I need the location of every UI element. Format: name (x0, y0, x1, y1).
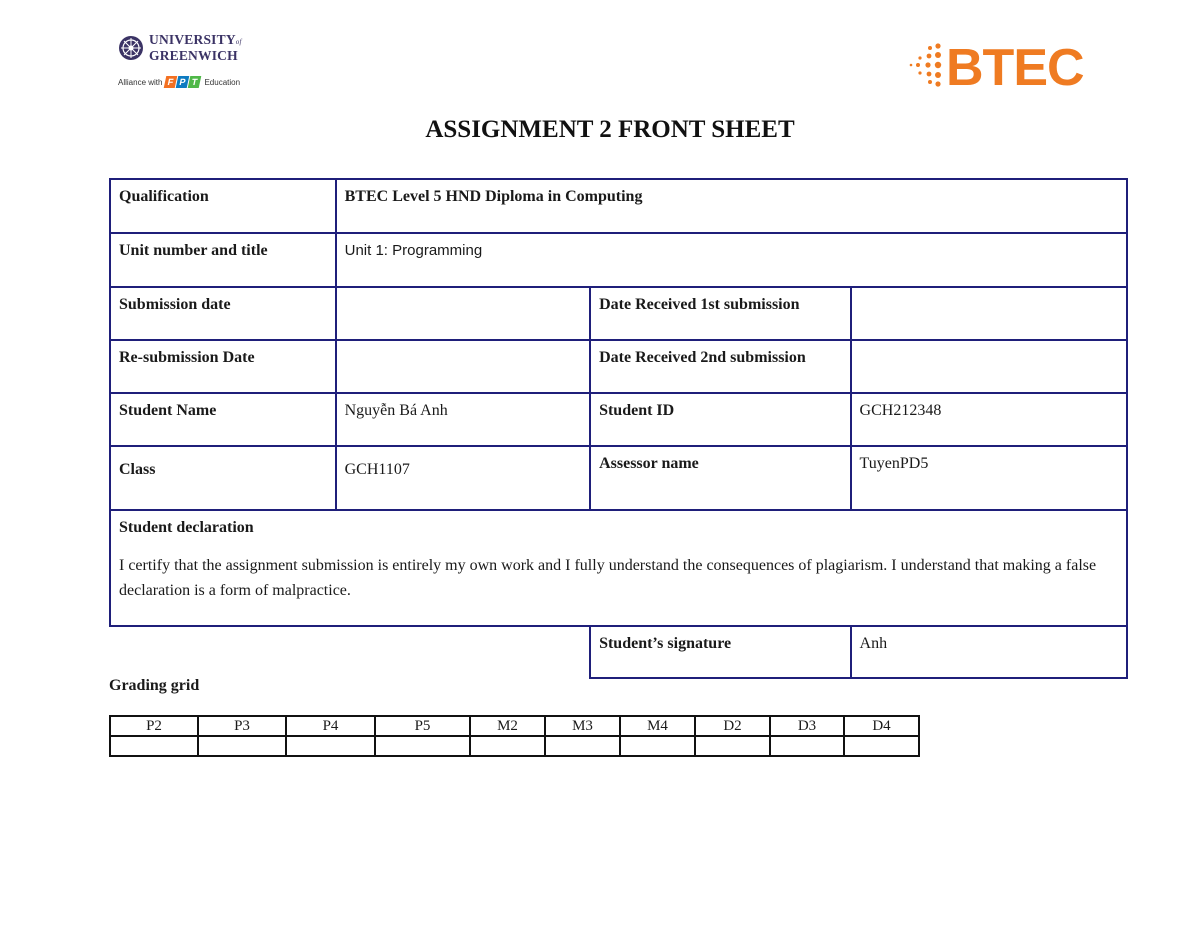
grade-cell (286, 736, 375, 756)
alliance-prefix: Alliance with (118, 77, 163, 87)
grade-criterion: P2 (110, 716, 198, 736)
resubmission-date-label: Re-submission Date (110, 340, 336, 393)
grade-criterion: D2 (695, 716, 770, 736)
fpt-letter-f: F (164, 76, 178, 88)
grade-cell (770, 736, 844, 756)
grade-cell (695, 736, 770, 756)
university-line-2: GREENWICH (149, 48, 238, 63)
assessor-label: Assessor name (590, 446, 850, 510)
grade-cell (545, 736, 620, 756)
grade-cell (375, 736, 470, 756)
unit-row (110, 233, 1127, 287)
grading-header-row (110, 716, 919, 736)
unit-value: Unit 1: Programming (336, 233, 1127, 287)
alliance-suffix: Education (204, 77, 241, 87)
grade-cell (110, 736, 198, 756)
date-received-1-label: Date Received 1st submission (590, 287, 850, 340)
fpt-alliance (118, 76, 248, 88)
grading-value-row (110, 736, 919, 756)
date-received-2-value (851, 340, 1127, 393)
btec-wordmark: BTEC (946, 39, 1084, 97)
submission-date-label: Submission date (110, 287, 336, 340)
student-id-value: GCH212348 (851, 393, 1127, 446)
signature-spacer (110, 626, 590, 678)
resubmission-date-value (336, 340, 590, 393)
grade-criterion: D4 (844, 716, 919, 736)
student-name-label: Student Name (110, 393, 336, 446)
university-crest-icon (118, 35, 144, 61)
class-row (110, 446, 1127, 510)
qualification-label: Qualification (110, 179, 336, 233)
grading-grid (109, 715, 920, 757)
unit-label: Unit number and title (110, 233, 336, 287)
signature-row (110, 626, 1127, 678)
date-received-2-label: Date Received 2nd submission (590, 340, 850, 393)
grade-criterion: P5 (375, 716, 470, 736)
student-name-value: Nguyễn Bá Anh (336, 393, 590, 446)
class-value: GCH1107 (336, 446, 590, 510)
declaration-label: Student declaration (119, 519, 254, 536)
fpt-logo (165, 76, 201, 88)
btec-logo (908, 38, 1098, 98)
date-received-1-value (851, 287, 1127, 340)
resubmission-row (110, 340, 1127, 393)
front-sheet-table (109, 178, 1128, 679)
university-name (149, 33, 242, 62)
uog-logo-row (118, 33, 248, 62)
submission-date-value (336, 287, 590, 340)
page-title: ASSIGNMENT 2 FRONT SHEET (425, 116, 795, 143)
signature-value: Anh (851, 626, 1127, 678)
qualification-value: BTEC Level 5 HND Diploma in Computing (336, 179, 1127, 233)
grade-cell (198, 736, 286, 756)
declaration-row (110, 510, 1127, 626)
grading-grid-title: Grading grid (109, 677, 200, 694)
grade-cell (470, 736, 545, 756)
grade-criterion: D3 (770, 716, 844, 736)
grade-criterion: M2 (470, 716, 545, 736)
declaration-cell (110, 510, 1127, 626)
declaration-text: I certify that the assignment submission is entirely my own work and I fully understand the consequences of plagiarism. I understand that making a false declaration is a form of malpractice. (119, 557, 1097, 599)
student-id-label: Student ID (590, 393, 850, 446)
grade-criterion: P3 (198, 716, 286, 736)
grade-cell (620, 736, 695, 756)
signature-label: Student’s signature (590, 626, 850, 678)
grade-criterion: M3 (545, 716, 620, 736)
qualification-row (110, 179, 1127, 233)
fpt-letter-t: T (188, 76, 202, 88)
submission-row (110, 287, 1127, 340)
fpt-letter-p: P (176, 76, 190, 88)
class-label: Class (110, 446, 336, 510)
grade-cell (844, 736, 919, 756)
grade-criterion: P4 (286, 716, 375, 736)
university-of-greenwich-logo (118, 33, 248, 95)
university-of: of (235, 38, 242, 46)
btec-dots-icon (908, 38, 948, 98)
student-row (110, 393, 1127, 446)
assessor-value: TuyenPD5 (851, 446, 1127, 510)
grade-criterion: M4 (620, 716, 695, 736)
university-line-1: UNIVERSITY (149, 32, 236, 47)
